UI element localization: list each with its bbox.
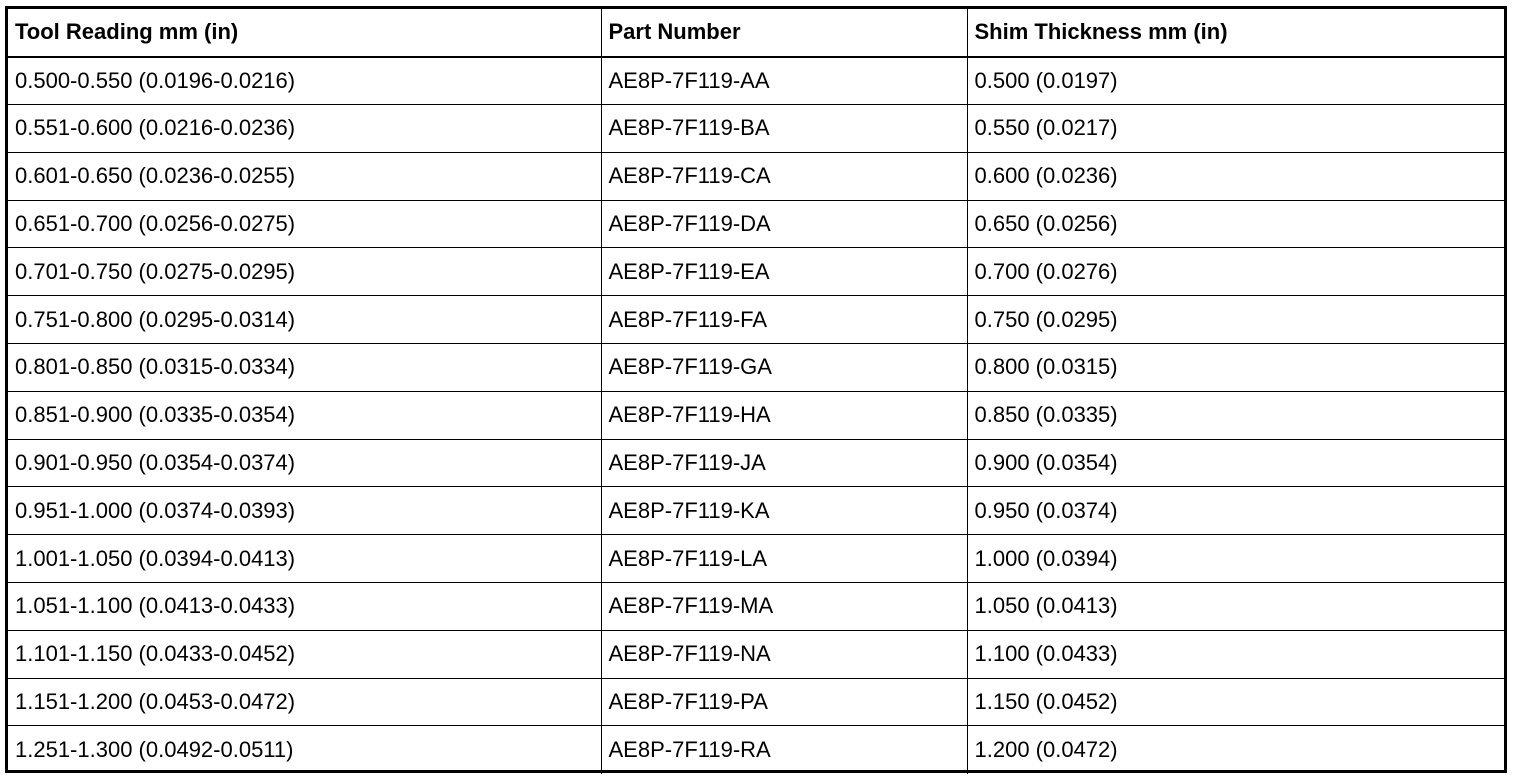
- part-number-cell: AE8P-7F119-EA: [601, 248, 967, 296]
- table-row: [8, 391, 1504, 439]
- tool-reading-cell: 0.851-0.900 (0.0335-0.0354): [8, 391, 601, 439]
- table-row: [8, 152, 1504, 200]
- part-number-cell: AE8P-7F119-FA: [601, 296, 967, 344]
- tool-reading-cell: 0.951-1.000 (0.0374-0.0393): [8, 487, 601, 535]
- part-number-cell: AE8P-7F119-BA: [601, 105, 967, 153]
- column-header-shim-thickness: Shim Thickness mm (in): [967, 9, 1504, 57]
- table-row: [8, 678, 1504, 726]
- table-row: [8, 439, 1504, 487]
- shim-thickness-cell: 0.950 (0.0374): [967, 487, 1504, 535]
- table-row: [8, 57, 1504, 105]
- part-number-cell: AE8P-7F119-JA: [601, 439, 967, 487]
- part-number-cell: AE8P-7F119-AA: [601, 57, 967, 105]
- shim-thickness-cell: 0.750 (0.0295): [967, 296, 1504, 344]
- tool-reading-cell: 1.151-1.200 (0.0453-0.0472): [8, 678, 601, 726]
- table-row: [8, 105, 1504, 153]
- shim-thickness-cell: 1.050 (0.0413): [967, 583, 1504, 631]
- part-number-cell: AE8P-7F119-DA: [601, 200, 967, 248]
- column-header-tool-reading: Tool Reading mm (in): [8, 9, 601, 57]
- tool-reading-cell: 0.701-0.750 (0.0275-0.0295): [8, 248, 601, 296]
- tool-reading-cell: 0.901-0.950 (0.0354-0.0374): [8, 439, 601, 487]
- part-number-cell: AE8P-7F119-MA: [601, 583, 967, 631]
- shim-thickness-cell: 0.550 (0.0217): [967, 105, 1504, 153]
- part-number-cell: AE8P-7F119-GA: [601, 344, 967, 392]
- tool-reading-cell: 1.101-1.150 (0.0433-0.0452): [8, 630, 601, 678]
- table-header: [8, 9, 1504, 57]
- table-row: [8, 248, 1504, 296]
- shim-thickness-cell: 0.850 (0.0335): [967, 391, 1504, 439]
- table-row: [8, 296, 1504, 344]
- tool-reading-cell: 0.551-0.600 (0.0216-0.0236): [8, 105, 601, 153]
- tool-reading-cell: 1.051-1.100 (0.0413-0.0433): [8, 583, 601, 631]
- tool-reading-cell: 0.651-0.700 (0.0256-0.0275): [8, 200, 601, 248]
- shim-thickness-cell: 1.200 (0.0472): [967, 726, 1504, 774]
- table-row: [8, 726, 1504, 774]
- table-row: [8, 200, 1504, 248]
- table-row: [8, 344, 1504, 392]
- tool-reading-cell: 1.001-1.050 (0.0394-0.0413): [8, 535, 601, 583]
- tool-reading-cell: 0.601-0.650 (0.0236-0.0255): [8, 152, 601, 200]
- tool-reading-cell: 0.500-0.550 (0.0196-0.0216): [8, 57, 601, 105]
- part-number-cell: AE8P-7F119-RA: [601, 726, 967, 774]
- table-row: [8, 583, 1504, 631]
- tool-reading-cell: 0.751-0.800 (0.0295-0.0314): [8, 296, 601, 344]
- shim-thickness-cell: 1.150 (0.0452): [967, 678, 1504, 726]
- table-row: [8, 487, 1504, 535]
- shim-thickness-cell: 1.000 (0.0394): [967, 535, 1504, 583]
- shim-thickness-cell: 0.800 (0.0315): [967, 344, 1504, 392]
- tool-reading-cell: 0.801-0.850 (0.0315-0.0334): [8, 344, 601, 392]
- column-header-part-number: Part Number: [601, 9, 967, 57]
- part-number-cell: AE8P-7F119-LA: [601, 535, 967, 583]
- header-row: [8, 9, 1504, 57]
- shim-thickness-cell: 0.600 (0.0236): [967, 152, 1504, 200]
- part-number-cell: AE8P-7F119-PA: [601, 678, 967, 726]
- data-table: [8, 9, 1504, 774]
- part-number-cell: AE8P-7F119-HA: [601, 391, 967, 439]
- tool-reading-cell: 1.251-1.300 (0.0492-0.0511): [8, 726, 601, 774]
- table-row: [8, 535, 1504, 583]
- shim-thickness-cell: 0.700 (0.0276): [967, 248, 1504, 296]
- shim-thickness-cell: 1.100 (0.0433): [967, 630, 1504, 678]
- part-number-cell: AE8P-7F119-NA: [601, 630, 967, 678]
- table-body: [8, 57, 1504, 774]
- shim-selection-table: [5, 6, 1507, 773]
- part-number-cell: AE8P-7F119-KA: [601, 487, 967, 535]
- shim-thickness-cell: 0.500 (0.0197): [967, 57, 1504, 105]
- table-row: [8, 630, 1504, 678]
- shim-thickness-cell: 0.650 (0.0256): [967, 200, 1504, 248]
- shim-thickness-cell: 0.900 (0.0354): [967, 439, 1504, 487]
- part-number-cell: AE8P-7F119-CA: [601, 152, 967, 200]
